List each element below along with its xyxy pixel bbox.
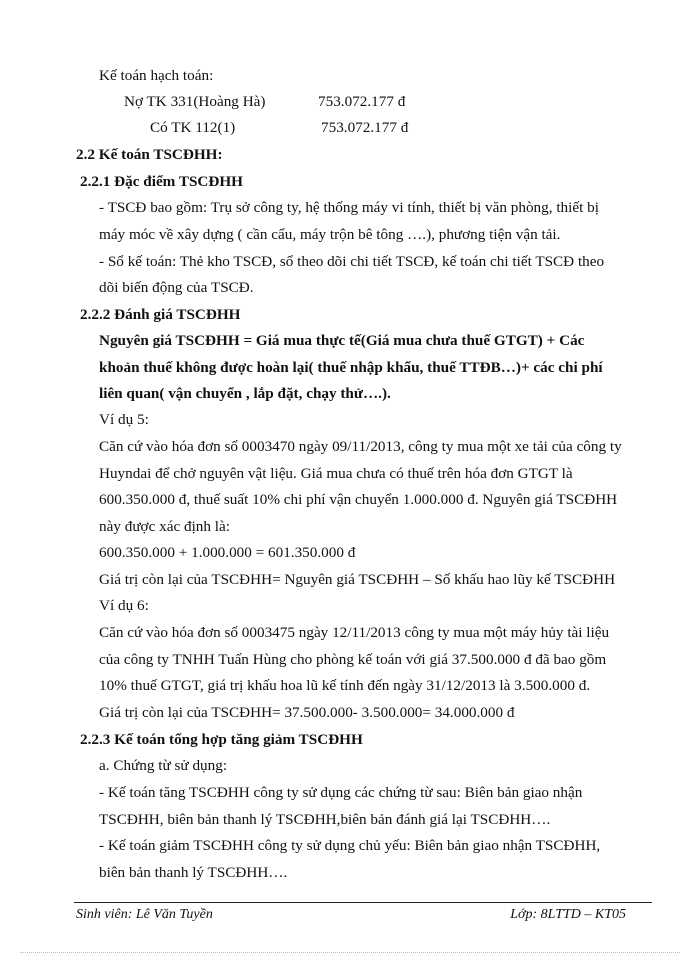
footer-divider: [74, 902, 652, 903]
footer-student: Sinh viên: Lê Văn Tuyền: [76, 907, 213, 922]
paragraph-line: - Sổ kế toán: Thẻ kho TSCĐ, sổ theo dõi chi tiết TSCĐ, kế toán chi tiết TSCĐ theo: [99, 253, 605, 270]
formula-line: liên quan( vận chuyển , lắp đặt, chạy thử….).: [99, 385, 391, 402]
entry-heading: Kế toán hạch toán:: [99, 67, 214, 84]
paragraph-line: 10% thuế GTGT, giá trị khấu hoa lũ kế tính đến ngày 31/12/2013 là 3.500.000 đ.: [99, 677, 591, 694]
paragraph-line: 600.350.000 đ, thuế suất 10% chi phí vận chuyển 1.000.000 đ. Nguyên giá TSCĐHH: [99, 491, 618, 508]
paragraph-line: - Kế toán giảm TSCĐHH công ty sử dụng chủ yếu: Biên bản giao nhận TSCĐHH,: [99, 837, 601, 854]
page-bottom-divider: [20, 952, 680, 953]
debit-amount: 753.072.177 đ: [318, 93, 406, 110]
credit-amount: 753.072.177 đ: [321, 119, 409, 136]
example-6-label: Ví dụ 6:: [99, 597, 149, 614]
section-2-2-3-title: 2.2.3 Kế toán tổng hợp tăng giảm TSCĐHH: [80, 731, 363, 748]
paragraph-line: Căn cứ vào hóa đơn số 0003475 ngày 12/11/2013 công ty mua một máy hủy tài liệu: [99, 624, 610, 641]
section-2-2-2-title: 2.2.2 Đánh giá TSCĐHH: [80, 306, 241, 323]
paragraph-line: Giá trị còn lại của TSCĐHH= Nguyên giá TSCĐHH – Số khấu hao lũy kế TSCĐHH: [99, 571, 616, 588]
paragraph-line: của công ty TNHH Tuấn Hùng cho phòng kế toán với giá 37.500.000 đ đã bao gồm: [99, 651, 607, 668]
paragraph-line: - TSCĐ bao gồm: Trụ sở công ty, hệ thống máy vi tính, thiết bị văn phòng, thiết bị: [99, 199, 599, 216]
paragraph-line: máy móc về xây dựng ( cần cẩu, máy trộn bê tông ….), phương tiện vận tải.: [99, 226, 561, 243]
formula-line: Nguyên giá TSCĐHH = Giá mua thực tế(Giá mua chưa thuế GTGT) + Các: [99, 332, 585, 349]
debit-account: Nợ TK 331(Hoàng Hà): [124, 93, 266, 110]
calculation-line: Giá trị còn lại của TSCĐHH= 37.500.000- 3.500.000= 34.000.000 đ: [99, 704, 515, 721]
paragraph-line: - Kế toán tăng TSCĐHH công ty sử dụng các chứng từ sau: Biên bản giao nhận: [99, 784, 583, 801]
paragraph-line: TSCĐHH, biên bản thanh lý TSCĐHH,biên bản đánh giá lại TSCĐHH….: [99, 811, 551, 828]
paragraph-line: này được xác định là:: [99, 518, 230, 535]
footer-class: Lớp: 8LTTD – KT05: [510, 907, 626, 922]
credit-account: Có TK 112(1): [150, 119, 236, 136]
section-2-2-title: 2.2 Kế toán TSCĐHH:: [76, 146, 223, 163]
example-5-label: Ví dụ 5:: [99, 411, 149, 428]
paragraph-line: dõi biến động của TSCĐ.: [99, 279, 254, 296]
calculation-line: 600.350.000 + 1.000.000 = 601.350.000 đ: [99, 544, 356, 561]
paragraph-line: Căn cứ vào hóa đơn số 0003470 ngày 09/11/2013, công ty mua một xe tải của công ty: [99, 438, 622, 455]
paragraph-line: Huyndai để chở nguyên vật liệu. Giá mua chưa có thuế trên hóa đơn GTGT là: [99, 465, 573, 482]
formula-line: khoản thuế không được hoàn lại( thuế nhập khẩu, thuế TTĐB…)+ các chi phí: [99, 359, 603, 376]
paragraph-line: biên bản thanh lý TSCĐHH….: [99, 864, 288, 881]
paragraph-line: a. Chứng từ sử dụng:: [99, 757, 228, 774]
section-2-2-1-title: 2.2.1 Đặc điểm TSCĐHH: [80, 173, 243, 190]
